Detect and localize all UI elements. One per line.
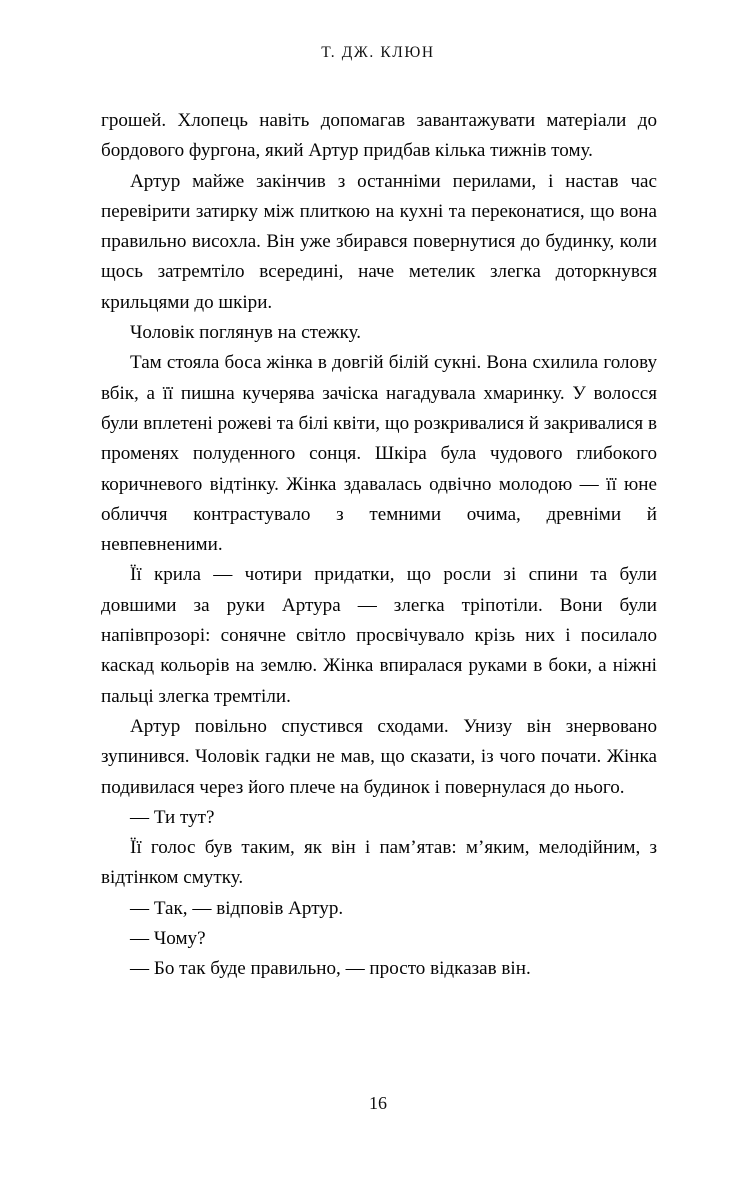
paragraph: Артур повільно спустився сходами. Унизу він знервовано зупинився. Чоловік гадки не мав, що сказати, із чого почати. Жінка подивилася через його плече на будинок і повернулася до нього. (101, 715, 657, 798)
paragraph: — Чому? (130, 928, 206, 950)
paragraph: Її крила — чотири придатки, що росли зі спини та були довшими за руки Артура — злегка тріпотіли. Вони були напівпрозорі: сонячне світло просвічувало крізь них і посилало каскад кольорів на землю. Жінка впиралася руками в боки, а ніжні пальці злегка тремтіли. (101, 564, 657, 707)
running-head: Т. ДЖ. КЛЮН (321, 44, 435, 61)
paragraph: грошей. Хлопець навіть допомагав завантажувати матеріали до бордового фургона, який Артур придбав кілька тижнів тому. (101, 110, 657, 162)
paragraph: Її голос був таким, як він і пам’ятав: м’яким, мелодійним, з відтінком смутку. (101, 837, 657, 889)
page-number: 16 (369, 1093, 387, 1113)
paragraph: Там стояла боса жінка в довгій білій сукні. Вона схилила голову вбік, а її пишна кучерява зачіска нагадувала хмаринку. У волосся були вплетені рожеві та білі квіти, що розкривалися й закривалися в променях полуденного сонця. Шкіра була чудового глибокого коричневого відтінку. Жінка здавалась одвічно молодою — її юне обличчя контрастувало з темними очима, древніми й невпевненими. (101, 352, 657, 556)
paragraph: — Так, — відповів Артур. (130, 897, 344, 919)
paragraph: Артур майже закінчив з останніми перилами, і настав час перевірити затирку між плиткою на кухні та переконатися, що вона правильно висохла. Він уже збирався повернутися до будинку, коли щось затремтіло всередині, наче метелик злегка доторкнувся крильцями до шкіри. (101, 170, 657, 313)
paragraph: — Бо так буде правильно, — просто відказав він. (130, 958, 531, 980)
paragraph: — Ти тут? (130, 806, 215, 828)
body-text (101, 106, 657, 985)
paragraph: Чоловік поглянув на стежку. (130, 322, 362, 344)
